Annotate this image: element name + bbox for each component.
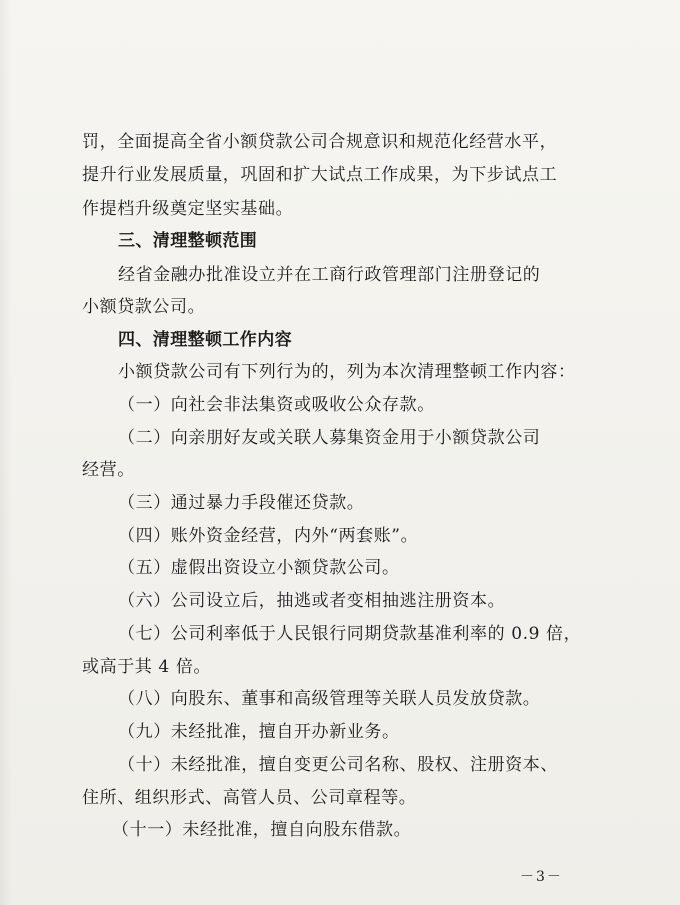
list-item-continuation: 住所、组织形式、高管人员、公司章程等。 — [82, 788, 417, 808]
list-item: （十一）未经批准，擅自向股东借款。 — [112, 820, 412, 840]
list-item: （三）通过暴力手段催还贷款。 — [118, 493, 365, 513]
list-item: （五）虚假出资设立小额贷款公司。 — [118, 558, 400, 578]
page-number: －3－ — [520, 869, 563, 885]
list-item: （八）向股东、董事和高级管理等关联人员发放贷款。 — [118, 689, 541, 709]
body-line: 罚，全面提高全省小额贷款公司合规意识和规范化经营水平， — [82, 132, 558, 152]
list-item-continuation: 经营。 — [82, 460, 135, 480]
body-line: 经省金融办批准设立并在工商行政管理部门注册登记的 — [118, 265, 541, 285]
list-item: （二）向亲朋好友或关联人募集资金用于小额贷款公司 — [118, 428, 541, 448]
body-line: 小额贷款公司有下列行为的，列为本次清理整顿工作内容： — [118, 362, 576, 382]
body-line: 作提档升级奠定坚实基础。 — [82, 199, 294, 219]
body-line: 提升行业发展质量，巩固和扩大试点工作成果，为下步试点工 — [82, 165, 558, 185]
list-item: （十）未经批准，擅自变更公司名称、股权、注册资本、 — [118, 755, 558, 775]
list-item: （四）账外资金经营，内外“两套账”。 — [118, 526, 419, 546]
list-item-continuation: 或高于其 4 倍。 — [82, 657, 212, 677]
list-item: （七）公司利率低于人民银行同期贷款基准利率的 0.9 倍， — [118, 624, 582, 644]
section-heading-content: 四、清理整顿工作内容 — [118, 330, 292, 350]
list-item: （九）未经批准，擅自开办新业务。 — [118, 722, 400, 742]
section-heading-scope: 三、清理整顿范围 — [118, 231, 258, 251]
list-item: （六）公司设立后，抽逃或者变相抽逃注册资本。 — [118, 591, 506, 611]
body-line: 小额贷款公司。 — [82, 297, 206, 317]
list-item: （一）向社会非法集资或吸收公众存款。 — [118, 395, 435, 415]
